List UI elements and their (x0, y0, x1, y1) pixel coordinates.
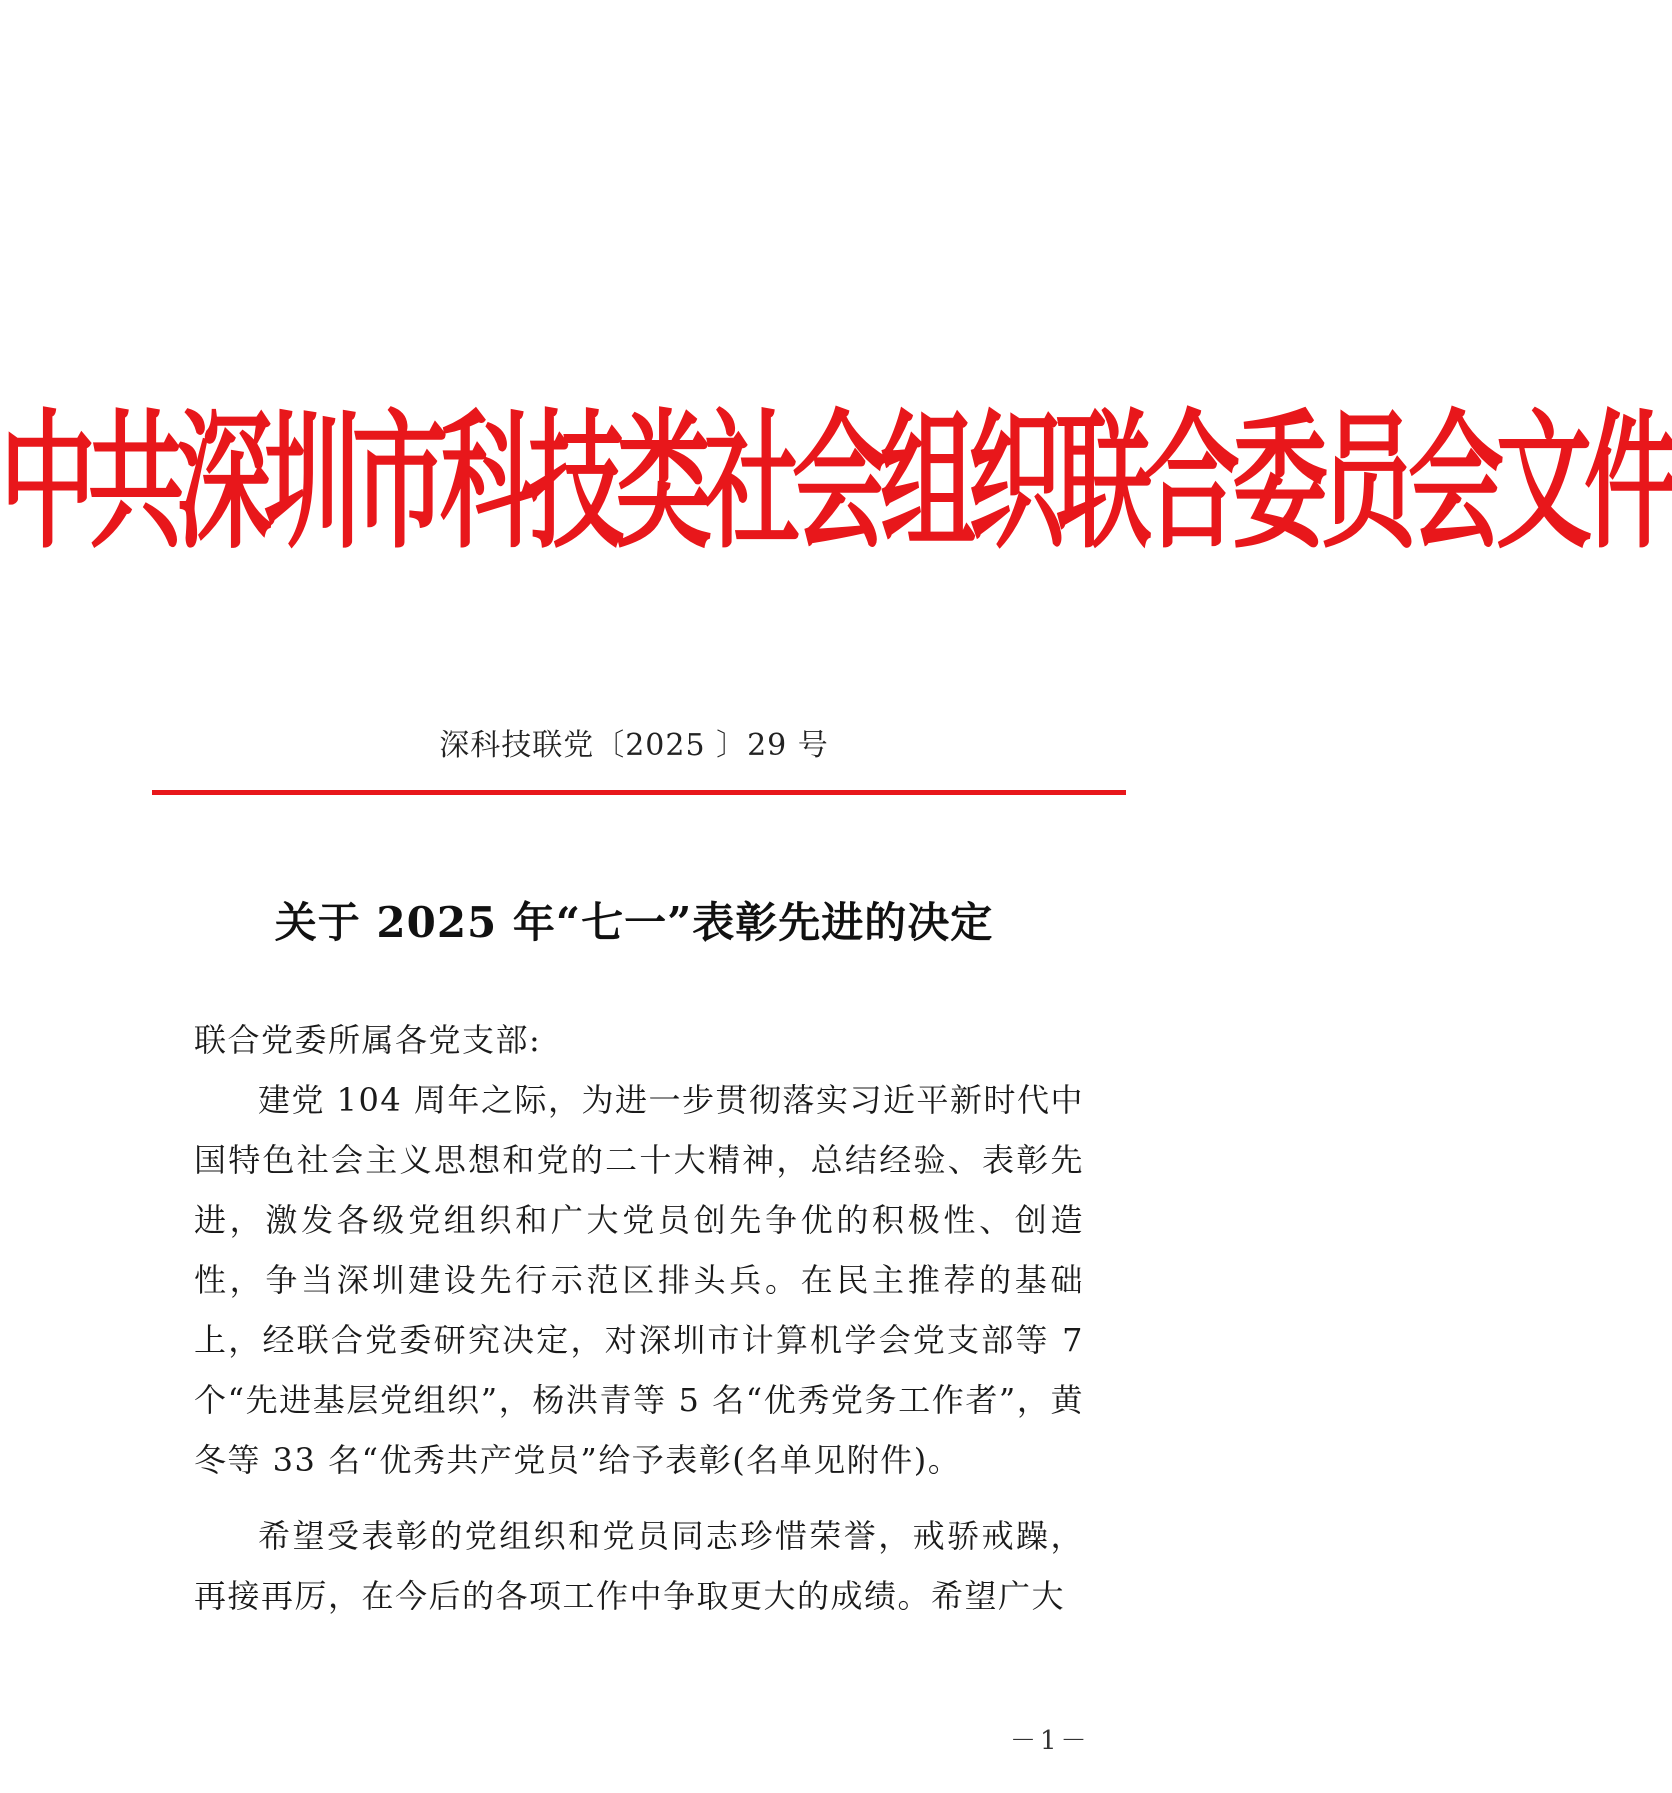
body-paragraph: 建党 104 周年之际，为进一步贯彻落实习近平新时代中国特色社会主义思想和党的二十大精神，总结经验、表彰先进，激发各级党组织和广大党员创先争优的积极性、创造性，争当深圳建设先行示范区排头兵。在民主推荐的基础上，经联合党委研究决定，对深圳市计算机学会党支部等 7 个“先进基层党组织”，杨洪青等 5 名“优秀党务工作者”，黄冬等 33 名“优秀共产党员”给予表彰(名单见附件)。 (194, 1081, 1084, 1479)
document-title: 关于 2025 年“七一”表彰先进的决定 (274, 898, 994, 947)
issuer-header: 中共深圳市科技类社会组织联合委员会文件 (0, 395, 1672, 570)
body-paragraph: 希望受表彰的党组织和党员同志珍惜荣誉，戒骄戒躁，再接再厉，在今后的各项工作中争取更大的成绩。希望广大 (194, 1517, 1084, 1615)
page-number: －1－ (1010, 1726, 1091, 1756)
document-number: 深科技联党〔2025 〕29 号 (439, 728, 829, 763)
document-body (194, 1010, 1084, 1626)
red-divider-line (152, 790, 1126, 795)
salutation: 联合党委所属各党支部: (194, 1021, 542, 1059)
